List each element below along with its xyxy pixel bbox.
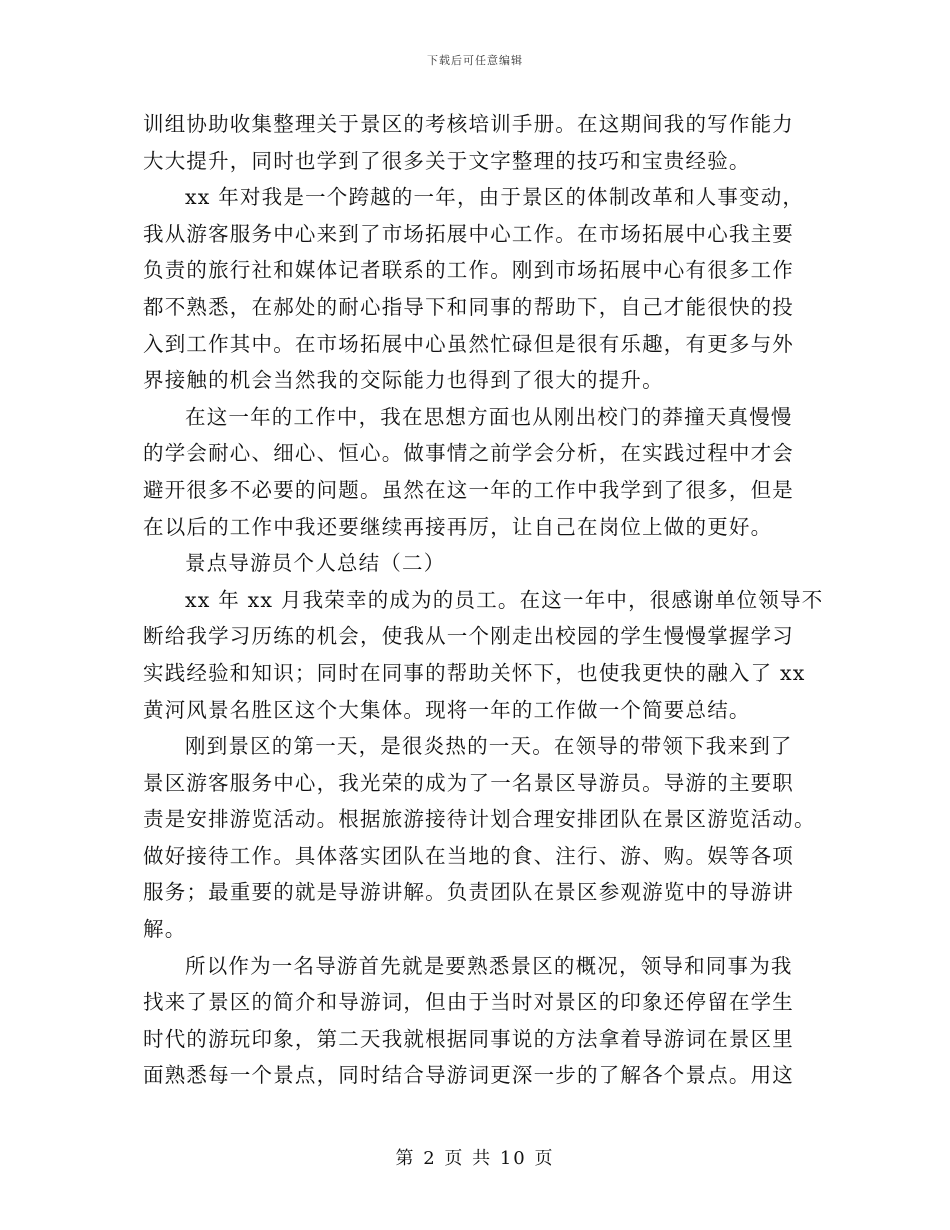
document-body xyxy=(143,106,824,1094)
text-line: 训组协助收集整理关于景区的考核培训手册。在这期间我的写作能力 xyxy=(143,112,794,136)
text-line: 面熟悉每一个景点，同时结合导游词更深一步的了解各个景点。用这 xyxy=(143,1063,794,1088)
text-line: xx 年对我是一个跨越的一年，由于景区的体制改革和人事变动， xyxy=(185,185,805,210)
text-line: 界接触的机会当然我的交际能力也得到了很大的提升。 xyxy=(143,368,664,393)
text-line: 我从游客服务中心来到了市场拓展中心工作。在市场拓展中心我主要 xyxy=(143,221,794,246)
page-number-footer: 第 2 页 共 10 页 xyxy=(395,1148,555,1169)
text-line: 实践经验和知识；同时在同事的帮助关怀下，也使我更快的融入了 xx xyxy=(143,660,806,685)
text-line: 负责的旅行社和媒体记者联系的工作。刚到市场拓展中心有很多工作 xyxy=(143,258,794,283)
text-line: 所以作为一名导游首先就是要熟悉景区的概况，领导和同事为我 xyxy=(185,953,793,978)
text-line: xx 年 xx 月我荣幸的成为的员工。在这一年中，很感谢单位领导不 xyxy=(185,587,824,612)
text-line: 在以后的工作中我还要继续再接再厉，让自己在岗位上做的更好。 xyxy=(143,514,773,539)
text-line: 景区游客服务中心，我光荣的成为了一名景区导游员。导游的主要职 xyxy=(143,770,794,795)
text-line: 断给我学习历练的机会，使我从一个刚走出校园的学生慢慢掌握学习 xyxy=(143,624,794,649)
page-header-note: 下载后可任意编辑 xyxy=(427,54,523,67)
text-line: 黄河风景名胜区这个大集体。现将一年的工作做一个简要总结。 xyxy=(143,697,751,722)
text-line: 在这一年的工作中，我在思想方面也从刚出校门的莽撞天真慢慢 xyxy=(185,404,793,429)
text-line: 找来了景区的简介和导游词，但由于当时对景区的印象还停留在学生 xyxy=(143,990,794,1015)
text-line: 大大提升，同时也学到了很多关于文字整理的技巧和宝贵经验。 xyxy=(143,148,751,173)
text-line: 做好接待工作。具体落实团队在当地的食、注行、游、购。娱等各项 xyxy=(143,843,794,868)
text-line: 解。 xyxy=(143,917,187,942)
text-line: 时代的游玩印象，第二天我就根据同事说的方法拿着导游词在景区里 xyxy=(143,1026,794,1051)
text-line: 景点导游员个人总结（二） xyxy=(185,551,446,576)
text-line: 服务；最重要的就是导游讲解。负责团队在景区参观游览中的导游讲 xyxy=(143,880,794,905)
text-line: 责是安排游览活动。根据旅游接待计划合理安排团队在景区游览活动。 xyxy=(143,807,816,832)
text-line: 避开很多不必要的问题。虽然在这一年的工作中我学到了很多，但是 xyxy=(143,477,794,502)
text-line: 刚到景区的第一天，是很炎热的一天。在领导的带领下我来到了 xyxy=(185,734,793,759)
text-line: 都不熟悉，在郝处的耐心指导下和同事的帮助下，自己才能很快的投 xyxy=(143,294,794,319)
text-line: 的学会耐心、细心、恒心。做事情之前学会分析，在实践过程中才会 xyxy=(143,441,794,466)
text-line: 入到工作其中。在市场拓展中心虽然忙碌但是很有乐趣，有更多与外 xyxy=(143,331,794,356)
